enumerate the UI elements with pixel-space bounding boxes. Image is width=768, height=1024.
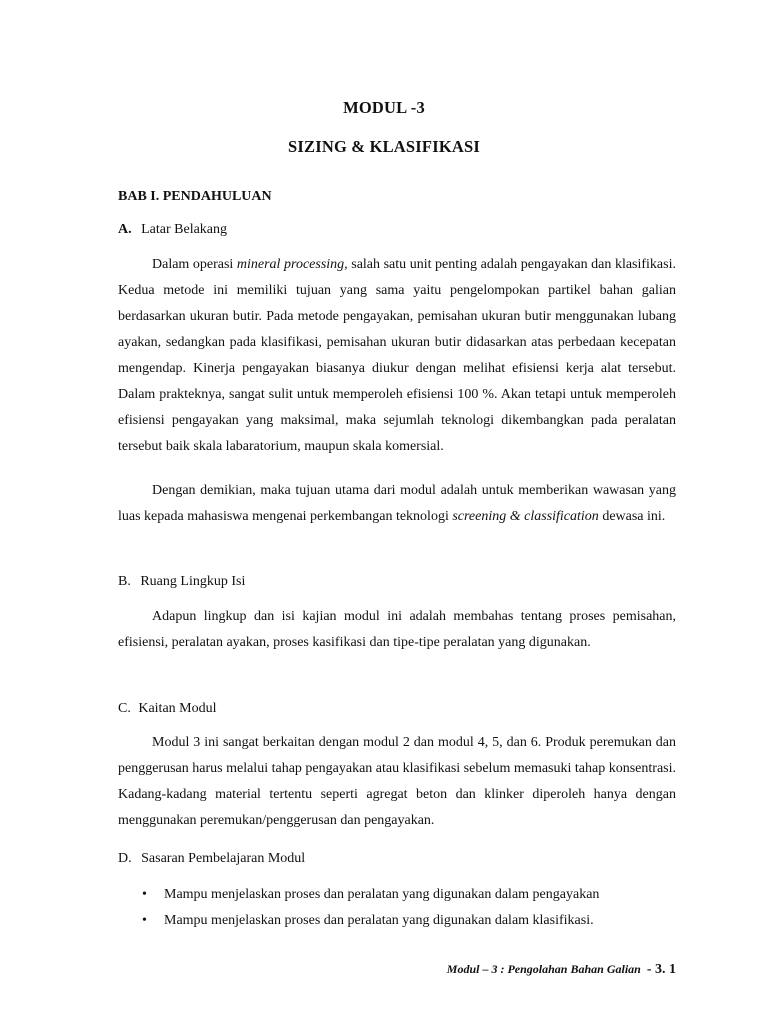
section-b-heading: [118, 569, 245, 595]
chapter-heading-text: BAB I. PENDAHULUAN: [118, 189, 272, 204]
page-footer: [380, 962, 676, 978]
section-b-letter: B.: [118, 574, 131, 589]
section-c-title: Kaitan Modul: [138, 701, 217, 716]
section-b-title: Ruang Lingkup Isi: [140, 574, 246, 589]
para-text: Dalam operasi: [152, 257, 237, 272]
para-text: dewasa ini.: [598, 509, 666, 524]
section-a-paragraph-1: [118, 252, 676, 460]
section-d-heading: [118, 846, 305, 872]
para-text: Dengan demikian, maka tujuan utama dari modul adalah untuk memberikan wawasan yang luas kepada mahasiswa mengenai perkembangan teknologi: [118, 483, 676, 524]
para-text: Modul 3 ini sangat berkaitan dengan modul 2 dan modul 4, 5, dan 6. Produk peremukan dan penggerusan harus melalui tahap pengayakan atau klasifikasi sebelum memasuki tahap konsentrasi. Kadang-kadang material tertentu seperti agregat beton dan klinker diperoleh hanya dengan menggunakan peremukan/penggerusan dan pengayakan.: [118, 735, 676, 828]
list-item-text: Mampu menjelaskan proses dan peralatan yang digunakan dalam pengayakan: [164, 887, 600, 902]
para-text: Adapun lingkup dan isi kajian modul ini adalah membahas tentang proses pemisahan, efisiensi, peralatan ayakan, proses kasifikasi dan tipe-tipe peralatan yang digunakan.: [118, 609, 676, 650]
list-item-text: Mampu menjelaskan proses dan peralatan yang digunakan dalam klasifikasi.: [164, 913, 594, 928]
para-italic-term: mineral processing,: [236, 257, 348, 272]
footer-text: Modul – 3 : Pengolahan Bahan Galian: [446, 962, 641, 976]
chapter-heading: [118, 184, 272, 210]
section-a-title: Latar Belakang: [141, 222, 228, 237]
section-c-letter: C.: [118, 701, 131, 716]
list-item: [118, 882, 678, 908]
section-a-heading: [118, 217, 227, 243]
section-b-paragraph: [118, 604, 676, 656]
bullet-icon: •: [142, 913, 147, 928]
page-number: - 3. 1: [646, 962, 676, 977]
section-a-paragraph-2: [118, 478, 676, 530]
section-c-paragraph: [118, 730, 676, 834]
section-d-title: Sasaran Pembelajaran Modul: [141, 851, 306, 866]
para-text: salah satu unit penting adalah pengayakan dan klasifikasi. Kedua metode ini memiliki tujuan yang sama yaitu pengelompokan partikel bahan galian berdasarkan ukuran butir. Pada metode pengayakan, pemisahan ukuran butir menggunakan lubang ayakan, sedangkan pada klasifikasi, pemisahan ukuran butir didasarkan atas perbedaan kecepatan mengendap. Kinerja pengayakan biasanya diukur dengan melihat efisiensi kerja alat tersebut. Dalam prakteknya, sangat sulit untuk memperoleh efisiensi 100 %. Akan tetapi untuk memperoleh efisiensi pengayakan yang maksimal, maka sejumlah teknologi dikembangkan pada peralatan tersebut baik skala labaratorium, maupun skala komersial.: [118, 257, 676, 454]
section-d-letter: D.: [118, 851, 132, 866]
learning-objectives-list: [118, 882, 678, 934]
section-a-letter: A.: [118, 222, 132, 237]
module-title: MODUL -3: [343, 98, 425, 117]
bullet-icon: •: [142, 887, 147, 902]
section-c-heading: [118, 696, 217, 722]
module-subtitle: SIZING & KLASIFIKASI: [288, 137, 480, 156]
list-item: [118, 908, 678, 934]
para-italic-term: screening & classification: [452, 509, 599, 524]
